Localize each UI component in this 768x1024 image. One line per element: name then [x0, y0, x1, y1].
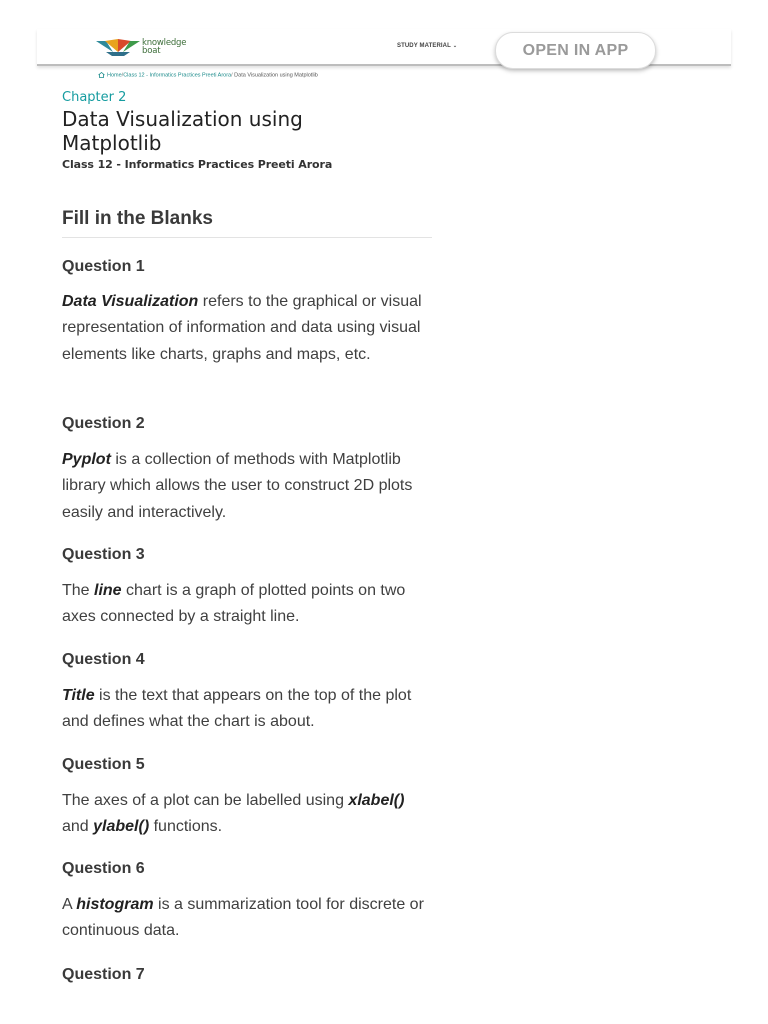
open-in-app-button[interactable]: OPEN IN APP [495, 32, 656, 69]
page-title: Data Visualization using Matplotlib [62, 107, 303, 155]
question-label: Question 3 [62, 546, 145, 563]
page-subtitle: Class 12 - Informatics Practices Preeti Arora [62, 158, 333, 171]
study-material-menu[interactable] [397, 43, 457, 49]
logo-text: knowledge boat [142, 38, 187, 56]
answer-text: Title is the text that appears on the top of the plot and defines what the chart is about. [62, 687, 412, 731]
question-label: Question 5 [62, 756, 145, 773]
breadcrumb: Home/Class 12 - Informatics Practices Preeti Arora/ Data Visualization using Matplotlib [98, 72, 318, 78]
boat-logo-icon [96, 38, 140, 56]
breadcrumb-class-link[interactable]: Class 12 - Informatics Practices Preeti Arora [123, 72, 232, 79]
home-icon [98, 72, 105, 78]
answer-text: The axes of a plot can be labelled using xlabel() and ylabel() functions. [62, 792, 405, 836]
answer-text: Data Visualization refers to the graphical or visual representation of information and data using visual elements like charts, graphs and maps, etc. [62, 293, 422, 363]
top-navbar [37, 29, 731, 66]
knowledgeboat-logo[interactable] [96, 38, 196, 58]
question-label: Question 4 [62, 651, 145, 668]
question-label: Question 6 [62, 860, 145, 877]
answer-text: Pyplot is a collection of methods with Matplotlib library which allows the user to construct 2D plots easily and interactively. [62, 451, 413, 521]
question-label: Question 7 [62, 966, 145, 983]
question-label: Question 2 [62, 415, 145, 432]
chapter-label: Chapter 2 [62, 90, 127, 105]
breadcrumb-current: Data Visualization using Matplotlib [234, 72, 318, 79]
answer-text: The line chart is a graph of plotted points on two axes connected by a straight line. [62, 582, 406, 626]
section-divider [62, 237, 432, 238]
chevron-down-icon: ⌄ [452, 43, 458, 49]
study-material-label: STUDY MATERIAL [397, 43, 451, 49]
breadcrumb-home-link[interactable]: Home [107, 72, 122, 79]
section-heading: Fill in the Blanks [62, 208, 213, 229]
answer-text: A histogram is a summarization tool for discrete or continuous data. [62, 896, 424, 940]
question-label: Question 1 [62, 258, 145, 275]
